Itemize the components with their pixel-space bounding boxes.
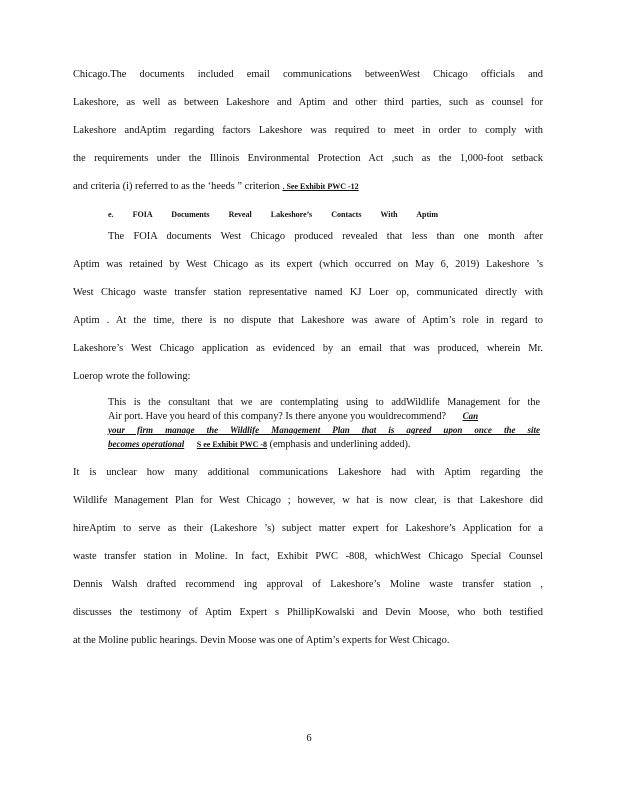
quote-line-last xyxy=(108,439,410,450)
paragraph-line: Aptim . At the time, there is no dispute that Lakeshore was aware of Aptim’s role in regard to xyxy=(73,315,543,326)
paragraph-line-last xyxy=(73,181,359,192)
paragraph-line-last: at the Moline public hearings. Devin Moose was one of Aptim’s experts for West Chicago. xyxy=(73,635,450,646)
quote-note: (emphasis and underlining added). xyxy=(269,439,411,450)
paragraph-line: Lakeshore andAptim regarding factors Lakeshore was required to meet in order to comply with xyxy=(73,125,543,136)
paragraph-line: Aptim was retained by West Chicago as its expert (which occurred on May 6, 2019) Lakeshore ’s xyxy=(73,259,543,270)
quote-emphasis: Can xyxy=(462,411,479,421)
paragraph-line: the requirements under the Illinois Environmental Protection Act ,such as the 1,000-foot setback xyxy=(73,153,543,164)
paragraph-line: Dennis Walsh drafted recommend ing approval of Lakeshore’s Moline waste transfer station , xyxy=(73,579,543,590)
paragraph-line-last: Loerop wrote the following: xyxy=(73,371,191,382)
paragraph-line: hireAptim to serve as their (Lakeshore ’s) subject matter expert for Lakeshore’s Application for a xyxy=(73,523,543,534)
paragraph-line: West Chicago waste transfer station representative named KJ Loer op, communicated directly with xyxy=(73,287,543,298)
paragraph-line: discusses the testimony of Aptim Expert s PhillipKowalski and Devin Moose, who both testified xyxy=(73,607,543,618)
paragraph-line: waste transfer station in Moline. In fact, Exhibit PWC -808, whichWest Chicago Special Counsel xyxy=(73,551,543,562)
paragraph-line: Chicago.The documents included email communications betweenWest Chicago officials and xyxy=(73,69,543,80)
section-heading: e. FOIA Documents Reveal Lakeshore’s Contacts With Aptim xyxy=(108,210,438,219)
quote-emphasis: becomes operational xyxy=(108,439,185,449)
paragraph-line: Wildlife Management Plan for West Chicago ; however, w hat is now clear, is that Lakeshore did xyxy=(73,495,543,506)
quote-emphasis-line: your firm manage the Wildlife Management Plan that is agreed upon once the site xyxy=(108,425,540,435)
paragraph-text: and criteria (i) referred to as the ‘heeds ” criterion xyxy=(73,181,280,192)
quote-line xyxy=(108,411,540,422)
paragraph-line: It is unclear how many additional communications Lakeshore had with Aptim regarding the xyxy=(73,467,543,478)
paragraph-line: Lakeshore’s West Chicago application as evidenced by an email that was produced, wherein Mr. xyxy=(73,343,543,354)
exhibit-citation: . See Exhibit PWC -12 xyxy=(282,182,359,191)
page-number: 6 xyxy=(306,733,312,744)
quote-line: This is the consultant that we are contemplating using to addWildlife Management for the xyxy=(108,397,540,408)
paragraph-line: Lakeshore, as well as between Lakeshore and Aptim and other third parties, such as counsel for xyxy=(73,97,543,108)
exhibit-citation: S ee Exhibit PWC -8 xyxy=(196,440,268,449)
quote-text: Air port. Have you heard of this company? Is there anyone you wouldrecommend? xyxy=(108,411,447,422)
paragraph-line-indented: The FOIA documents West Chicago produced revealed that less than one month after xyxy=(108,231,543,242)
